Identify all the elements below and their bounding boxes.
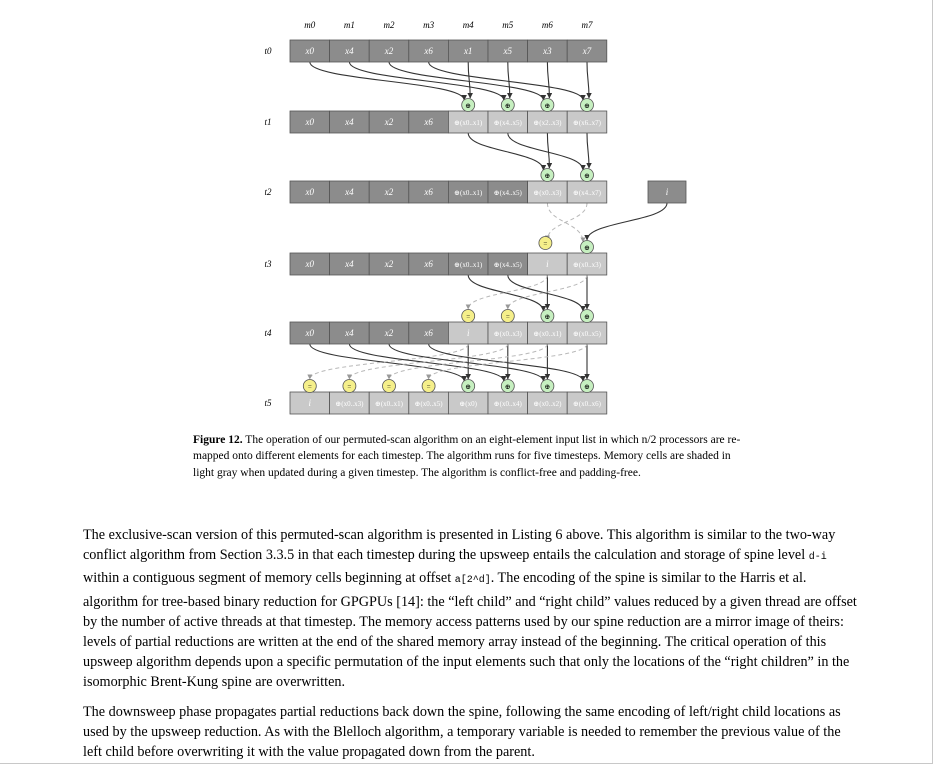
memory-cell-value: x0 — [305, 117, 315, 127]
timestep-label-t5: t5 — [264, 398, 272, 408]
edge-t4-dash-1 — [349, 344, 507, 379]
memory-label-m3: m3 — [423, 20, 435, 30]
memory-cell-value: i — [546, 259, 549, 269]
temp-node-t5-symbol: = — [347, 383, 352, 391]
memory-cell-value: x6 — [424, 187, 433, 197]
memory-row-5 — [290, 392, 607, 414]
memory-cell-value: x4 — [345, 117, 354, 127]
memory-cell-value: x4 — [345, 46, 354, 56]
memory-cell-value: ⊕(x4..x5) — [493, 261, 522, 269]
memory-cell-value: ⊕(x0..x5) — [572, 330, 602, 338]
caption-label: Figure 12. — [193, 434, 243, 446]
op-node-t2-symbol: ⊕ — [544, 172, 551, 180]
memory-row-4 — [290, 322, 607, 344]
edge-t0-right-3 — [587, 62, 589, 98]
memory-cell-value: x6 — [424, 328, 433, 338]
memory-row-2 — [290, 181, 607, 203]
op-node-t5-symbol: ⊕ — [465, 383, 472, 391]
temp-node-t5-symbol: = — [426, 383, 431, 391]
op-node-t3-symbol: ⊕ — [584, 244, 590, 252]
edge-t4-left-1 — [349, 344, 503, 381]
memory-cell-value: x2 — [384, 328, 394, 338]
memory-cell-value: ⊕(x0..x4) — [493, 400, 522, 408]
memory-row-0 — [290, 40, 607, 62]
op-node-t1-symbol: ⊕ — [465, 102, 472, 110]
edge-t0-left-2 — [389, 62, 543, 100]
op-node-t1-symbol: ⊕ — [544, 102, 551, 110]
edge-t4-dash-0 — [310, 344, 468, 379]
memory-cell-value: x2 — [384, 117, 394, 127]
paragraph-1-part3: . The encoding of the spine is similar to the Harris et al. algorithm for tree-based binary reduction for GPGPUs [14]: the “left child” and “right child” values reduced by a given thread are offset by the number of active threads at that timestep. The memory access patterns used by our spine reduction are a mirror image of theirs: levels of partial reductions are written at the end of the shared memory array instead of the beginning. The critical operation of this upsweep algorithm depends upon a specific permutation of the input elements such that only the locations of the “right children” in the isomorphic Brent-Kung spine are overwritten. — [83, 570, 857, 691]
edge-t0-left-3 — [429, 62, 583, 100]
edge-t1-right-1 — [587, 133, 589, 168]
memory-cell-value: ⊕(x2..x3) — [533, 119, 562, 127]
memory-label-m2: m2 — [383, 20, 395, 30]
paragraph-1-part2: within a contiguous segment of memory cells beginning at offset — [83, 570, 455, 587]
memory-cell-value: ⊕(x4..x5) — [493, 119, 522, 127]
op-node-t1-symbol: ⊕ — [504, 102, 511, 110]
temp-node-t4-symbol: = — [505, 313, 510, 321]
memory-cell-value: ⊕(x0..x3) — [572, 261, 602, 269]
edge-t4-left-3 — [429, 344, 583, 381]
memory-cell-value: ⊕(x0..x3) — [335, 400, 364, 408]
memory-cell-value: x4 — [345, 259, 354, 269]
memory-cell-value: x2 — [384, 46, 394, 56]
paragraph-1-part1: The exclusive-scan version of this permuted-scan algorithm is presented in Listing 6 above. This algorithm is similar to the two-way conflict algorithm from Section 3.3.5 in that each timestep during the upsweep entails the calculation and storage of spine level — [83, 527, 836, 564]
memory-cell-value: ⊕(x4..x5) — [493, 189, 522, 197]
edge-t1-right-0 — [547, 133, 549, 168]
body-paragraph-2: The downsweep phase propagates partial reductions back down the spine, following the same encoding of left/right child locations as used by the upsweep reduction. As with the Blelloch algorithm, a temporary variable is needed to remember the previous value of the left child before overwriting it with the value propagated down from the parent. — [83, 704, 841, 761]
edge-t3-c — [508, 275, 583, 311]
memory-cell-value: ⊕(x0..x3) — [533, 189, 562, 197]
memory-cell-value: ⊕(x0..x1) — [454, 189, 483, 197]
memory-label-m5: m5 — [502, 20, 514, 30]
timestep-label-t2: t2 — [264, 187, 272, 197]
op-node-t5-symbol: ⊕ — [504, 383, 511, 391]
edge-t3-dash-a — [468, 275, 547, 309]
paragraph-1-code2: a[2^d] — [454, 575, 491, 587]
edge-t0-right-0 — [468, 62, 470, 98]
memory-cell-value: x4 — [345, 328, 354, 338]
op-node-t1-symbol: ⊕ — [584, 102, 590, 110]
memory-cell-value: ⊕(x6..x7) — [572, 119, 602, 127]
memory-cell-value: ⊕(x0..x6) — [572, 400, 602, 408]
op-node-t5-symbol: ⊕ — [584, 383, 590, 391]
memory-cell-value: x0 — [305, 46, 315, 56]
edge-t0-right-1 — [508, 62, 510, 98]
memory-cell-value: ⊕(x0..x1) — [374, 400, 404, 408]
edge-t2-dash-b — [547, 203, 587, 240]
memory-label-m0: m0 — [304, 20, 316, 30]
memory-cell-value: x6 — [424, 259, 433, 269]
memory-cell-value: x6 — [424, 117, 433, 127]
edge-t0-left-1 — [349, 62, 503, 100]
op-node-t5-symbol: ⊕ — [544, 383, 551, 391]
edge-t4-left-2 — [389, 344, 543, 381]
memory-cell-value: x4 — [345, 187, 354, 197]
memory-cell-value: ⊕(x0) — [459, 400, 477, 408]
memory-cell-value: x0 — [305, 259, 315, 269]
timestep-labels — [264, 46, 272, 408]
caption-text: The operation of our permuted-scan algorithm on an eight-element input list in which n/2 processors are re-mapped onto different elements for each timestep. The algorithm runs for five timesteps. Memory cells are shaded in light gray when updated during a given timestep. The algorithm is conflict-free and padding-free. — [193, 434, 741, 479]
memory-cell-value: ⊕(x0..x1) — [454, 261, 483, 269]
edge-t1-left-0 — [468, 133, 543, 170]
temp-node-t5-symbol: = — [387, 383, 391, 391]
memory-cell-value: ⊕(x0..x2) — [533, 400, 562, 408]
memory-cell-value: ⊕(x0..x1) — [533, 330, 562, 338]
memory-cell-value: x0 — [305, 187, 315, 197]
memory-cell-value: x3 — [543, 46, 552, 56]
edge-t0-right-2 — [547, 62, 549, 98]
memory-cell-value: i — [308, 398, 312, 408]
memory-cell-value: x2 — [384, 187, 394, 197]
memory-cell-value: x5 — [503, 46, 513, 56]
memory-label-m1: m1 — [343, 20, 355, 30]
edge-t4-left-0 — [310, 344, 464, 381]
body-paragraph-1 — [83, 525, 863, 693]
memory-cell-value: x0 — [305, 328, 315, 338]
memory-label-m6: m6 — [541, 20, 553, 30]
memory-labels — [304, 20, 593, 30]
op-node-t4-symbol: ⊕ — [584, 313, 590, 321]
timestep-label-t3: t3 — [264, 259, 272, 269]
timestep-label-t4: t4 — [264, 328, 272, 338]
temp-node-t4-symbol: = — [466, 313, 471, 321]
memory-cell-value: x7 — [582, 46, 592, 56]
edge-t0-left-0 — [310, 62, 464, 100]
memory-cell-value: ⊕(x0..x1) — [454, 119, 483, 127]
memory-row-1 — [290, 111, 607, 133]
timestep-label-t0: t0 — [264, 46, 272, 56]
temp-node-t3-symbol: = — [543, 240, 548, 248]
figure-caption — [193, 432, 753, 481]
memory-cell-value: ⊕(x4..x7) — [572, 189, 602, 197]
temp-node-t5-symbol: = — [307, 383, 312, 391]
memory-cell-value: x6 — [424, 46, 433, 56]
memory-cell-value: x1 — [463, 46, 473, 56]
identity-box — [648, 181, 686, 203]
memory-cell-value: ⊕(x0..x3) — [493, 330, 522, 338]
memory-cell-value: ⊕(x0..x5) — [414, 400, 443, 408]
identity-value: i — [665, 187, 669, 197]
memory-cell-value: x2 — [384, 259, 394, 269]
memory-label-m7: m7 — [581, 20, 593, 30]
paragraph-1-code1: d-i — [808, 552, 827, 564]
edge-identity — [587, 203, 667, 240]
memory-cell-value: i — [466, 328, 470, 338]
timestep-label-t1: t1 — [264, 117, 272, 127]
op-node-t4-symbol: ⊕ — [544, 313, 551, 321]
edge-t3-d — [468, 275, 543, 311]
memory-label-m4: m4 — [462, 20, 474, 30]
op-node-t2-symbol: ⊕ — [584, 172, 590, 180]
edge-t1-left-1 — [508, 133, 583, 170]
operation-nodes — [303, 99, 593, 393]
memory-row-3 — [290, 253, 607, 275]
